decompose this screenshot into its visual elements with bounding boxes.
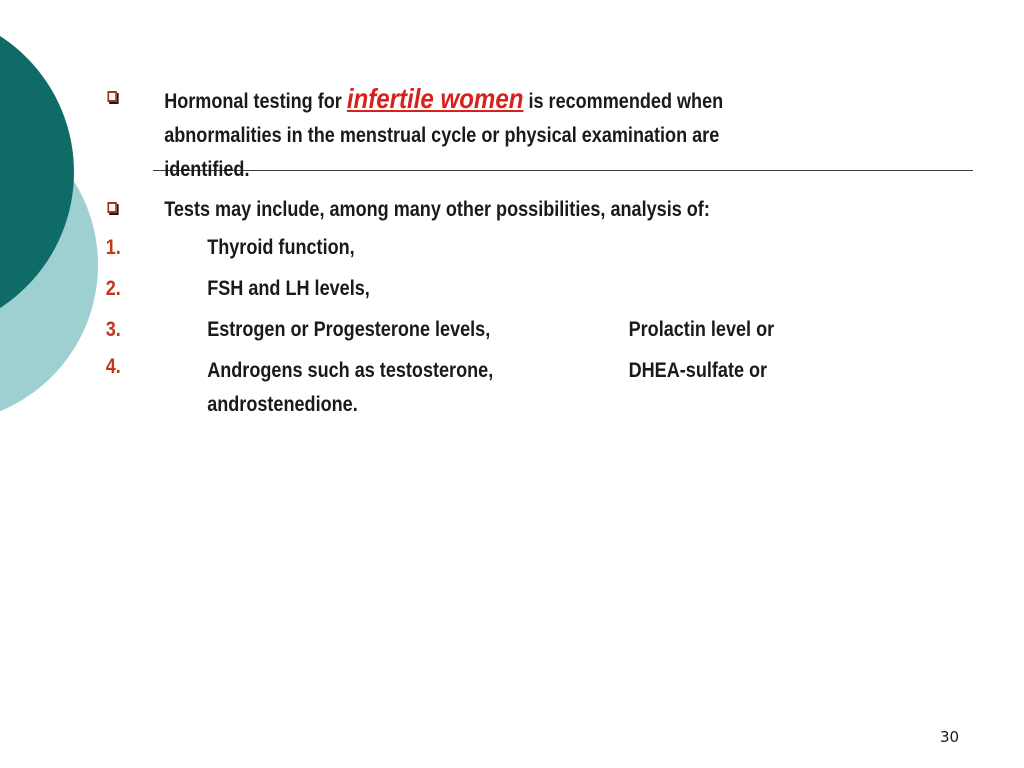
bullet1-text-after: is recommended when abnormalities in the menstrual cycle or physical examination are identified. [164,90,724,181]
item-text: Estrogen or Progesterone levels, [207,318,491,341]
item-text: FSH and LH levels, [207,277,370,300]
bullet2-text: Tests may include, among many other possibilities, analysis of: [164,198,710,221]
page-number: 30 [940,728,960,746]
numbered-item [104,227,792,268]
item-text: Androgens such as testosterone, [207,359,494,382]
slide-content [104,82,792,422]
bullet-item [104,82,792,187]
item-number: 2. [105,277,121,300]
item-continuation-text: androstenedione. [207,393,358,416]
bullet1-text-before: Hormonal testing for [164,90,347,113]
numbered-item [104,350,792,422]
item-number: 1. [105,236,121,259]
bullet-item [104,193,792,227]
item-number: 4. [105,355,121,378]
numbered-item [104,309,792,350]
decorative-circles [0,0,110,420]
item-extra-text: DHEA-sulfate or [628,359,768,382]
checkbox-bullet-icon [107,91,116,102]
emphasis-text: infertile women [346,83,524,114]
item-number: 3. [105,318,121,341]
item-text: Thyroid function, [207,236,355,259]
numbered-item [104,268,792,309]
item-extra-text: Prolactin level or [628,318,775,341]
checkbox-bullet-icon [107,202,116,213]
